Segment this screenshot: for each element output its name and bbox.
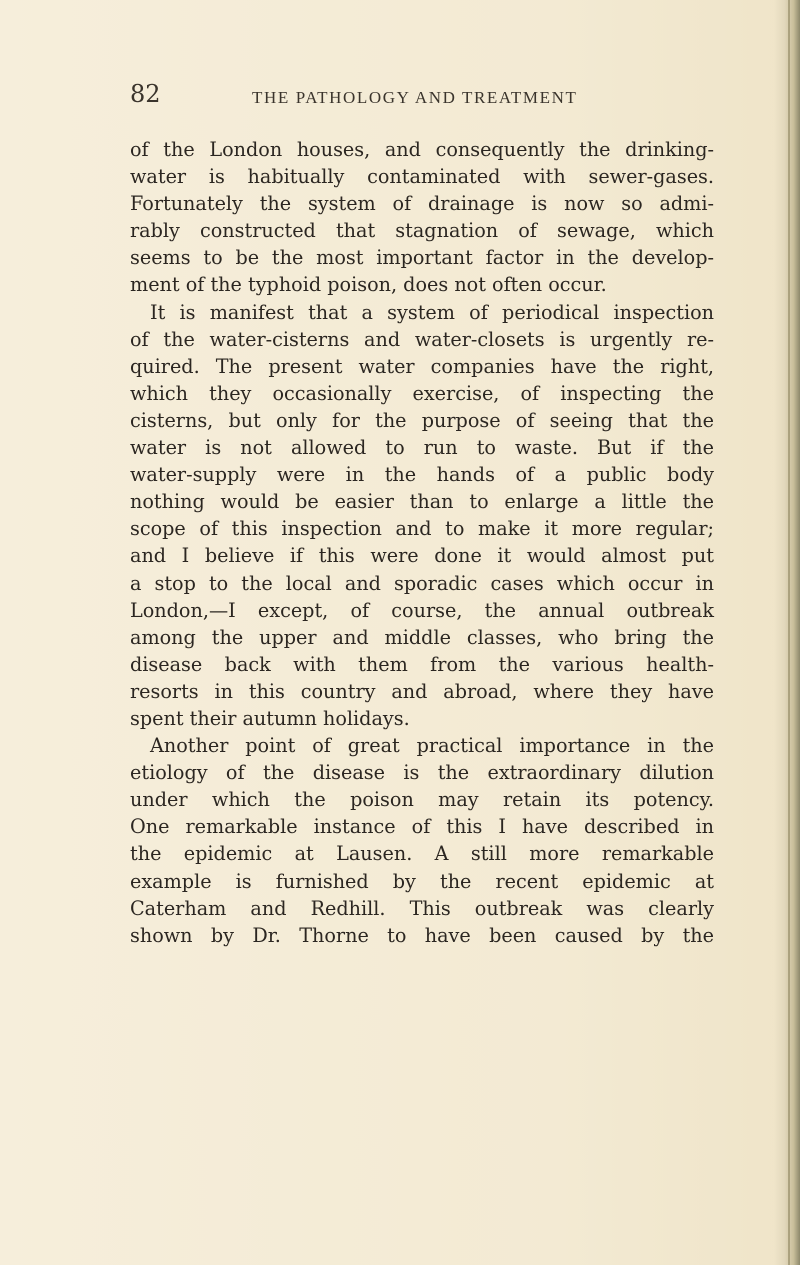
text-line: water is habitually contaminated with sewer-gases. [130,165,714,189]
text-line: spent their autumn holidays. [130,706,410,730]
text-line: Caterham and Redhill. This outbreak was clearly [130,896,714,920]
text-line: etiology of the disease is the extraordinary dilution [130,761,714,785]
page-number: 82 [130,80,161,108]
text-line: ment of the typhoid poison, does not often occur. [130,273,607,297]
text-line: resorts in this country and abroad, where they have [130,679,714,703]
text-line: a stop to the local and sporadic cases which occur in [130,571,714,595]
text-line: London,—I except, of course, the annual outbreak [130,598,714,622]
body-text [130,136,714,949]
text-line: seems to be the most important factor in the develop- [130,246,714,270]
text-line: which they occasionally exercise, of inspecting the [130,381,714,405]
text-line: disease back with them from the various health- [130,652,714,676]
text-line: Fortunately the system of drainage is now so admi- [130,192,714,216]
running-head: THE PATHOLOGY AND TREATMENT [252,88,578,107]
text-line: under which the poison may retain its potency. [130,788,714,812]
text-line: of the water-cisterns and water-closets is urgently re- [130,327,714,351]
text-line: Another point of great practical importance in the [150,734,714,758]
text-line: It is manifest that a system of periodical inspection [150,300,714,324]
page-header [130,80,730,116]
text-line: of the London houses, and consequently the drinking- [130,138,714,161]
text-line: scope of this inspection and to make it more regular; [130,517,714,541]
text-line: One remarkable instance of this I have described in [130,815,714,839]
text-line: the epidemic at Lausen. A still more remarkable [130,842,714,866]
text-line: water is not allowed to run to waste. But if the [130,436,714,460]
text-line: quired. The present water companies have the right, [130,354,714,378]
text-line: rably constructed that stagnation of sewage, which [130,219,714,243]
text-line: water-supply were in the hands of a public body [130,463,714,487]
text-line: nothing would be easier than to enlarge a little the [130,490,714,514]
text-line: and I believe if this were done it would almost put [130,544,714,568]
text-line: among the upper and middle classes, who bring the [130,625,714,649]
page-edge-line [788,0,790,1265]
text-line: cisterns, but only for the purpose of seeing that the [130,408,714,432]
text-line: shown by Dr. Thorne to have been caused by the [130,923,714,947]
text-line: example is furnished by the recent epidemic at [130,869,714,893]
page-edge-shadow [774,0,800,1265]
